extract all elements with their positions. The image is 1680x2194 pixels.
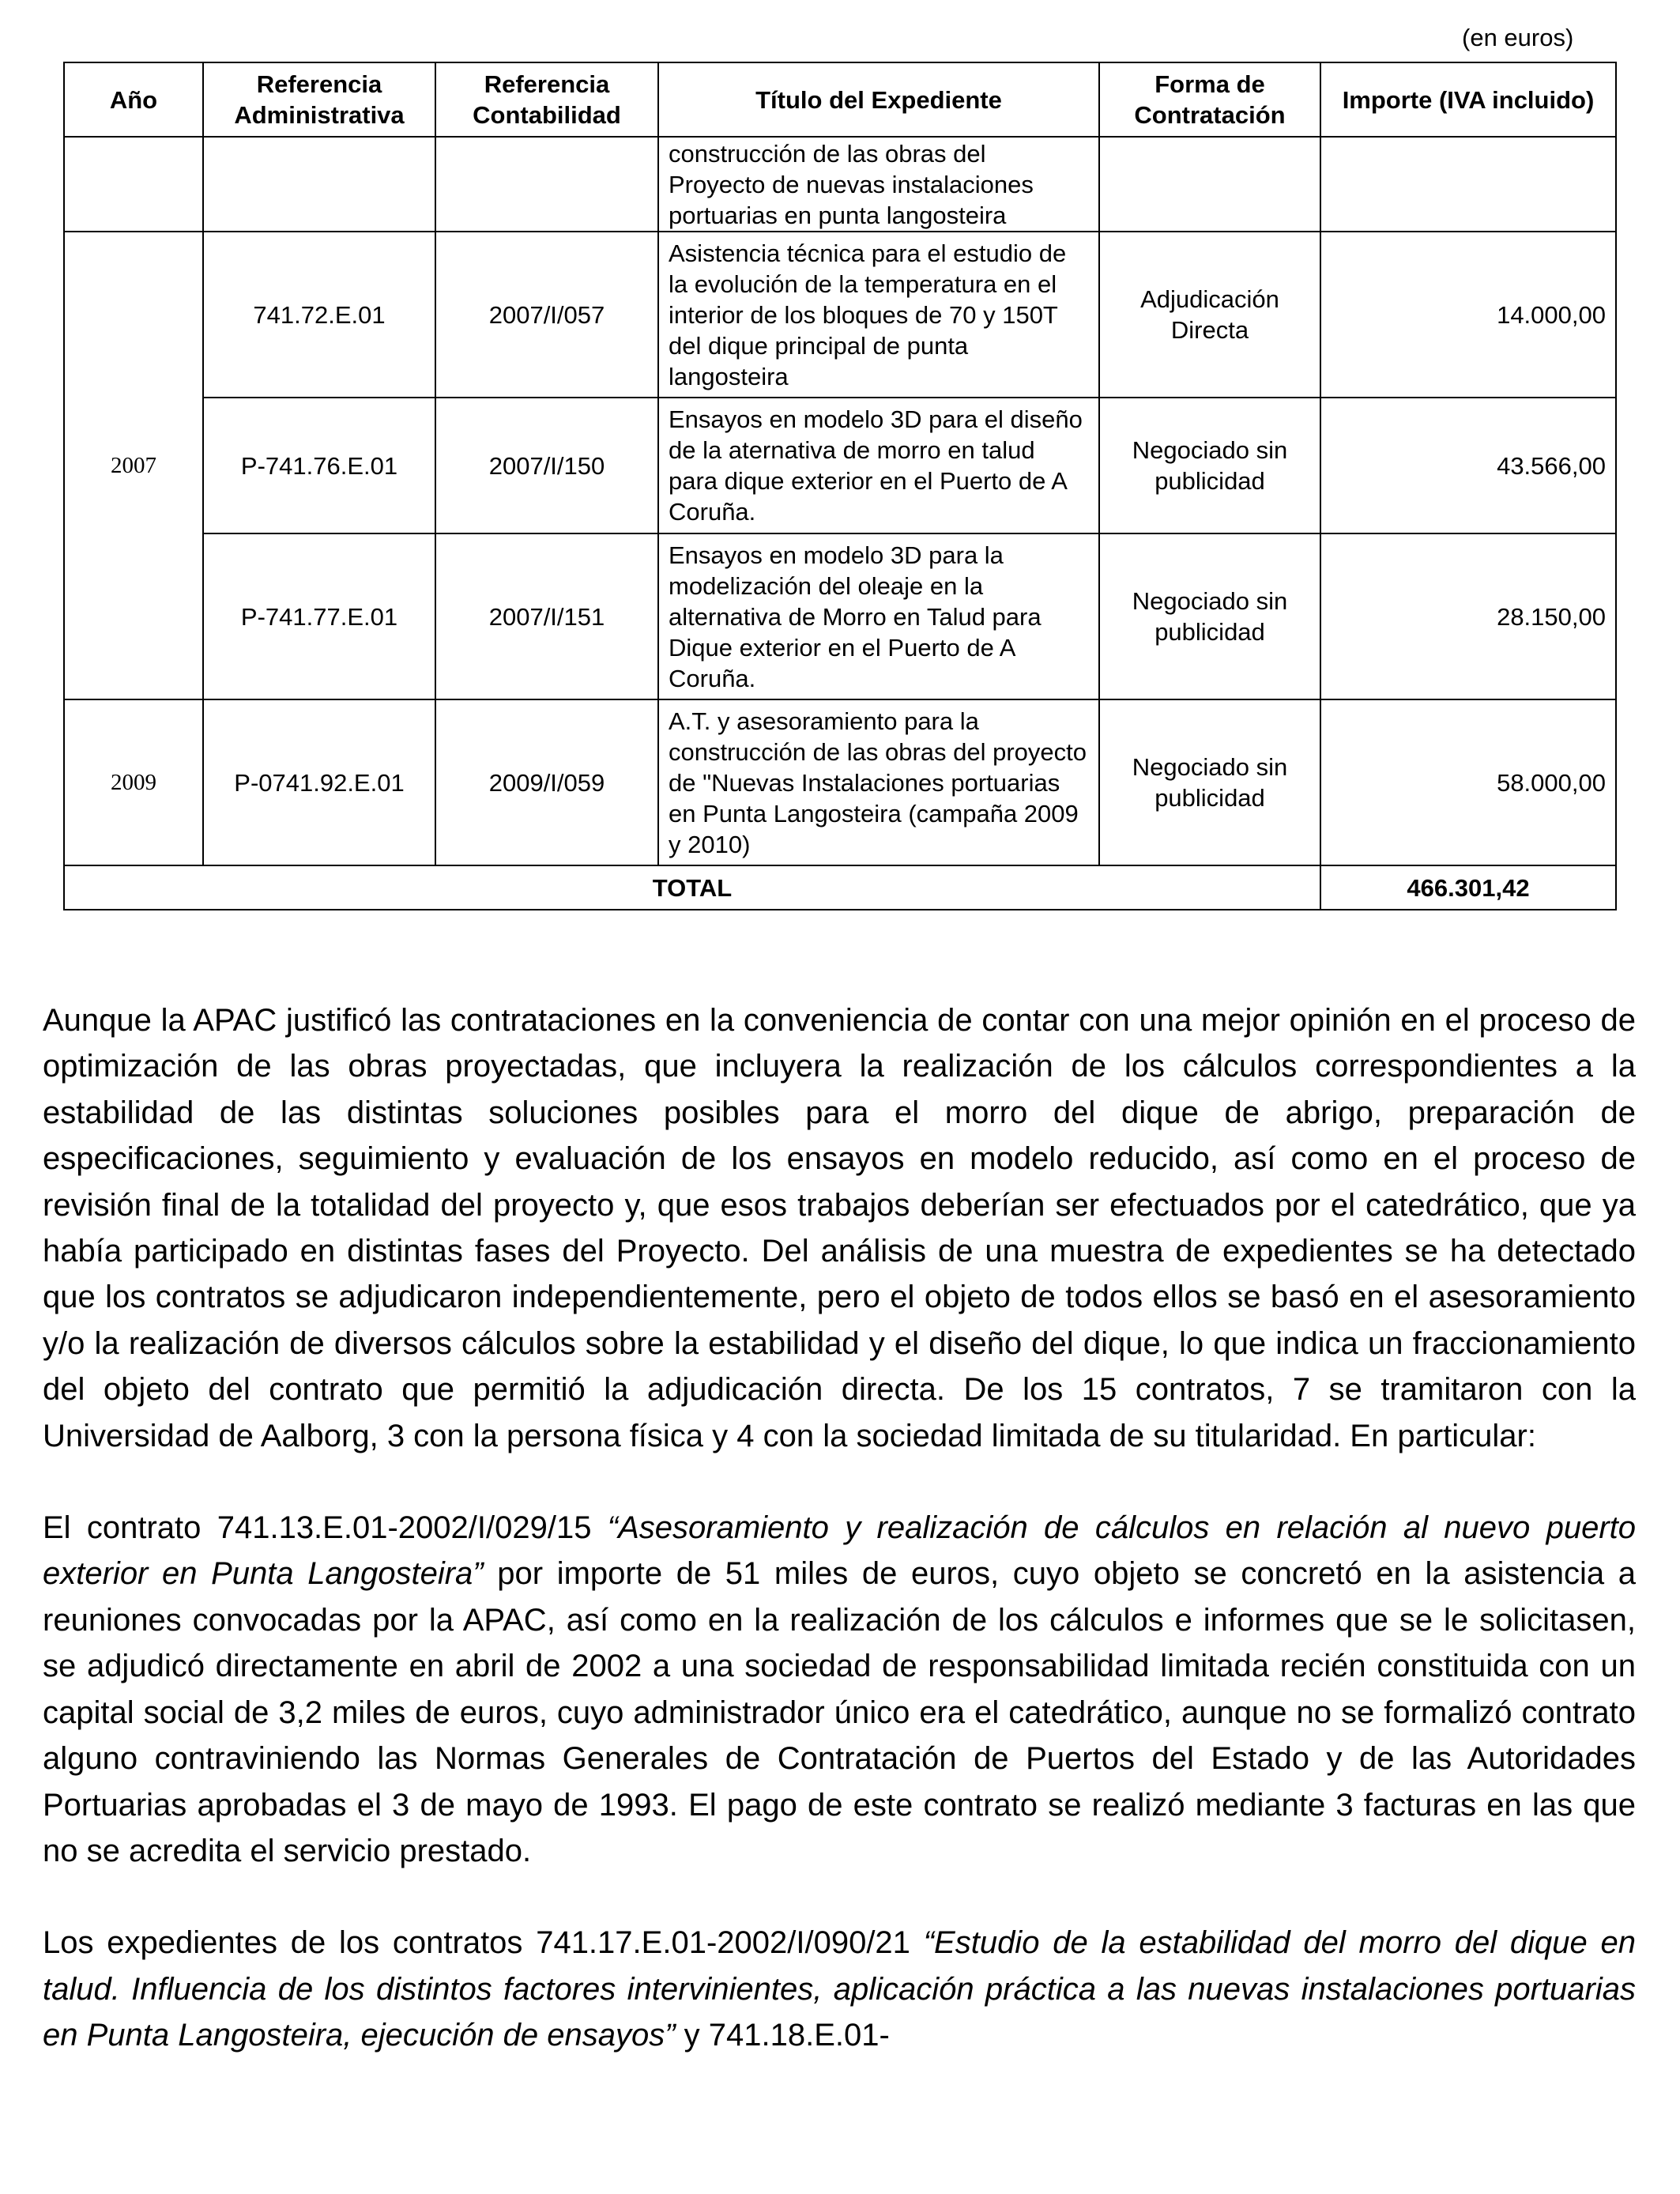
table-row <box>64 398 1616 533</box>
paragraph-2-part-a: El contrato 741.13.E.01-2002/I/029/15 <box>43 1510 608 1546</box>
cell-form: Adjudicación Directa <box>1099 232 1320 398</box>
total-amount: 466.301,42 <box>1320 865 1616 910</box>
cell-ref-admin <box>203 137 435 232</box>
cell-amount: 14.000,00 <box>1320 232 1616 398</box>
table-row <box>64 533 1616 699</box>
cell-ref-admin: 741.72.E.01 <box>203 232 435 398</box>
body-text <box>43 997 1636 2105</box>
table-row <box>64 137 1616 232</box>
cell-ref-cont: 2009/I/059 <box>435 699 658 865</box>
cell-year <box>64 137 203 232</box>
header-ref-admin: Referencia Administrativa <box>203 62 435 137</box>
cell-form <box>1099 137 1320 232</box>
total-row <box>64 865 1616 910</box>
contract-title-italic: “Asesoramiento y realización de cálculos en relación al nuevo puerto exterior en Punta Langosteira” <box>43 1510 1636 1592</box>
cell-title: Ensayos en modelo 3D para el diseño de la aternativa de morro en talud para dique exterior en el Puerto de A Coruña. <box>658 398 1099 533</box>
cell-form: Negociado sin publicidad <box>1099 398 1320 533</box>
cell-ref-cont: 2007/I/150 <box>435 398 658 533</box>
cell-title: A.T. y asesoramiento para la construcción de las obras del proyecto de "Nuevas Instalaciones portuarias en Punta Langosteira (campaña 2009 y 2010) <box>658 699 1099 865</box>
cell-title: Asistencia técnica para el estudio de la evolución de la temperatura en el interior de los bloques de 70 y 150T del dique principal de punta langosteira <box>658 232 1099 398</box>
table-row <box>64 699 1616 865</box>
paragraph-3 <box>43 1920 1636 2058</box>
cell-amount: 28.150,00 <box>1320 533 1616 699</box>
cell-ref-admin: P-741.76.E.01 <box>203 398 435 533</box>
cell-ref-admin: P-741.77.E.01 <box>203 533 435 699</box>
table-header-row <box>64 62 1616 137</box>
cell-year-2009: 2009 <box>64 699 203 865</box>
cell-title: construcción de las obras del Proyecto de nuevas instalaciones portuarias en punta langosteira <box>658 137 1099 232</box>
paragraph-3-part-c: y 741.18.E.01- <box>675 2018 890 2053</box>
cell-amount <box>1320 137 1616 232</box>
paragraph-2-part-c: por importe de 51 miles de euros, cuyo objeto se concretó en la asistencia a reuniones convocadas por la APAC, así como en la realización de los cálculos e informes que se le solicitasen, se adjudicó directamente en abril de 2002 a una sociedad de responsabilidad limitada recién constituida con un capital social de 3,2 miles de euros, cuyo administrador único era el catedrático, aunque no se formalizó contrato alguno contraviniendo las Normas Generales de Contratación de Puertos del Estado y de las Autoridades Portuarias aprobadas el 3 de mayo de 1993. El pago de este contrato se realizó mediante 3 facturas en las que no se acredita el servicio prestado. <box>43 1556 1637 1868</box>
header-ref-cont: Referencia Contabilidad <box>435 62 658 137</box>
cell-amount: 58.000,00 <box>1320 699 1616 865</box>
cell-form: Negociado sin publicidad <box>1099 533 1320 699</box>
cell-ref-cont: 2007/I/151 <box>435 533 658 699</box>
header-amount: Importe (IVA incluido) <box>1320 62 1616 137</box>
header-form: Forma de Contratación <box>1099 62 1320 137</box>
cell-ref-admin: P-0741.92.E.01 <box>203 699 435 865</box>
cell-ref-cont <box>435 137 658 232</box>
cell-title: Ensayos en modelo 3D para la modelización del oleaje en la alternativa de Morro en Talud para Dique exterior en el Puerto de A Coruña. <box>658 533 1099 699</box>
contract-title-italic: “Estudio de la estabilidad del morro del dique en talud. Influencia de los distintos factores intervinientes, aplicación práctica a las nuevas instalaciones portuarias en Punta Langosteira, ejecución de ensayos” <box>43 1925 1637 2053</box>
header-year: Año <box>64 62 203 137</box>
currency-note: (en euros) <box>1462 24 1574 51</box>
cell-form: Negociado sin publicidad <box>1099 699 1320 865</box>
table-row <box>64 232 1616 398</box>
cell-ref-cont: 2007/I/057 <box>435 232 658 398</box>
paragraph-1: Aunque la APAC justificó las contrataciones en la conveniencia de contar con una mejor opinión en el proceso de optimización de las obras proyectadas, que incluyera la realización de los cálculos correspondientes a la estabilidad de las distintas soluciones posibles para el morro del dique de abrigo, preparación de especificaciones, seguimiento y evaluación de los ensayos en modelo reducido, así como en el proceso de revisión final de la totalidad del proyecto y, que esos trabajos deberían ser efectuados por el catedrático, que ya había participado en distintas fases del Proyecto. Del análisis de una muestra de expedientes se ha detectado que los contratos se adjudicaron independientemente, pero el objeto de todos ellos se basó en el asesoramiento y/o la realización de diversos cálculos sobre la estabilidad y el diseño del dique, lo que indica un fraccionamiento del objeto del contrato que permitió la adjudicación directa. De los 15 contratos, 7 se tramitaron con la Universidad de Aalborg, 3 con la persona física y 4 con la sociedad limitada de su titularidad. En particular: <box>43 1003 1636 1453</box>
total-label: TOTAL <box>64 865 1320 910</box>
paragraph-3-part-a: Los expedientes de los contratos 741.17.E.01-2002/I/090/21 <box>43 1925 924 1961</box>
cell-year-2007: 2007 <box>64 232 203 699</box>
paragraph-2 <box>43 1505 1636 1874</box>
cell-amount: 43.566,00 <box>1320 398 1616 533</box>
header-title: Título del Expediente <box>658 62 1099 137</box>
contracts-table <box>63 62 1617 910</box>
